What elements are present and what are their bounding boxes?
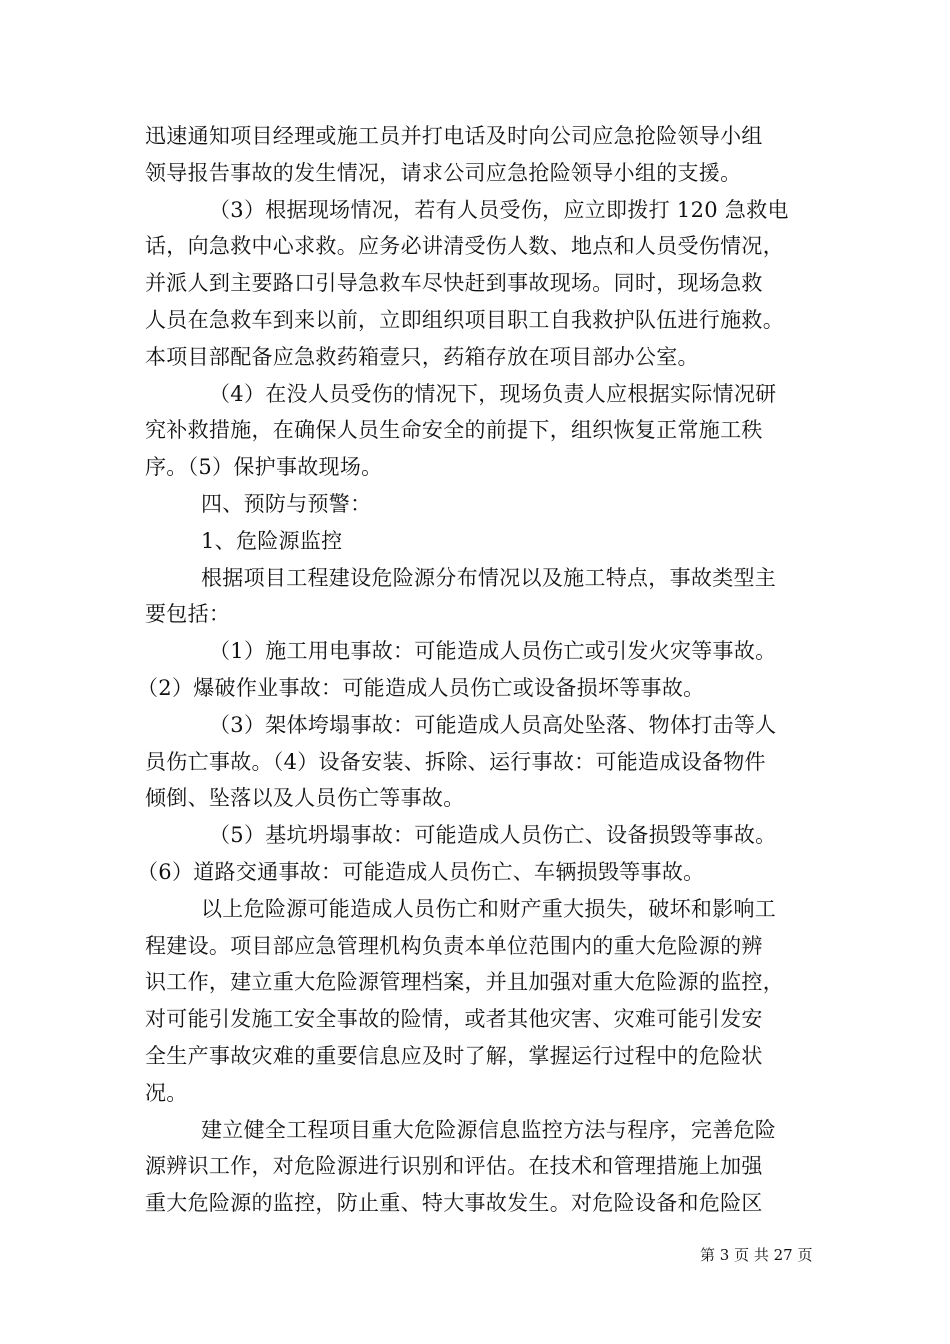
section-heading: 四、预防与预警： <box>201 491 372 516</box>
list-item: （6）道路交通事故：可能造成人员伤亡、车辆损毁等事故。 <box>137 859 705 884</box>
text-line: 究补救措施，在确保人员生命安全的前提下，组织恢复正常施工秩 <box>145 418 763 443</box>
text-line: 建立健全工程项目重大危险源信息监控方法与程序，完善危险 <box>201 1117 777 1142</box>
text-line: 本项目部配备应急救药箱壹只，药箱存放在项目部办公室。 <box>145 344 699 369</box>
list-item: （3）架体垮塌事故：可能造成人员高处坠落、物体打击等人 <box>209 712 777 737</box>
text-line: 根据项目工程建设危险源分布情况以及施工特点，事故类型主 <box>201 565 777 590</box>
text-line: 员伤亡事故。（4）设备安装、拆除、运行事故：可能造成设备物件 <box>145 749 766 774</box>
text-line: （4）在没人员受伤的情况下，现场负责人应根据实际情况研 <box>209 381 777 406</box>
list-item: （2）爆破作业事故：可能造成人员伤亡或设备损坏等事故。 <box>137 675 705 700</box>
text-line: 要包括： <box>145 602 231 627</box>
text-line: 人员在急救车到来以前，立即组织项目职工自我救护队伍进行施救。 <box>145 307 784 332</box>
text-line: 并派人到主要路口引导急救车尽快赶到事故现场。同时，现场急救 <box>145 271 763 296</box>
list-item: （5）基坑坍塌事故：可能造成人员伤亡、设备损毁等事故。 <box>209 823 777 848</box>
text-line: 倾倒、坠落以及人员伤亡等事故。 <box>145 786 465 811</box>
text-line: 源辨识工作，对危险源进行识别和评估。在技术和管理措施上加强 <box>145 1154 763 1179</box>
body-text <box>137 118 810 1222</box>
text-line: 识工作，建立重大危险源管理档案，并且加强对重大危险源的监控， <box>145 970 784 995</box>
page-number-footer: 第 3 页 共 27 页 <box>700 1246 813 1264</box>
text-line: 对可能引发施工安全事故的险情，或者其他灾害、灾难可能引发安 <box>145 1007 763 1032</box>
text-line: （3）根据现场情况，若有人员受伤，应立即拨打 120 急救电 <box>209 197 789 222</box>
text-line: 话，向急救中心求救。应务必讲清受伤人数、地点和人员受伤情况， <box>145 234 784 259</box>
list-item: （1）施工用电事故：可能造成人员伤亡或引发火灾等事故。 <box>209 639 777 664</box>
text-line: 况。 <box>145 1080 188 1105</box>
text-line: 迅速通知项目经理或施工员并打电话及时向公司应急抢险领导小组 <box>145 124 763 148</box>
text-line: 以上危险源可能造成人员伤亡和财产重大损失，破坏和影响工 <box>201 896 777 921</box>
subsection-heading: 1、危险源监控 <box>201 528 343 553</box>
text-line: 领导报告事故的发生情况，请求公司应急抢险领导小组的支援。 <box>145 160 742 185</box>
text-line: 序。（5）保护事故现场。 <box>145 455 383 480</box>
text-line: 重大危险源的监控，防止重、特大事故发生。对危险设备和危险区 <box>145 1191 763 1216</box>
text-line: 全生产事故灾难的重要信息应及时了解，掌握运行过程中的危险状 <box>145 1043 763 1068</box>
text-line: 程建设。项目部应急管理机构负责本单位范围内的重大危险源的辨 <box>145 933 763 958</box>
